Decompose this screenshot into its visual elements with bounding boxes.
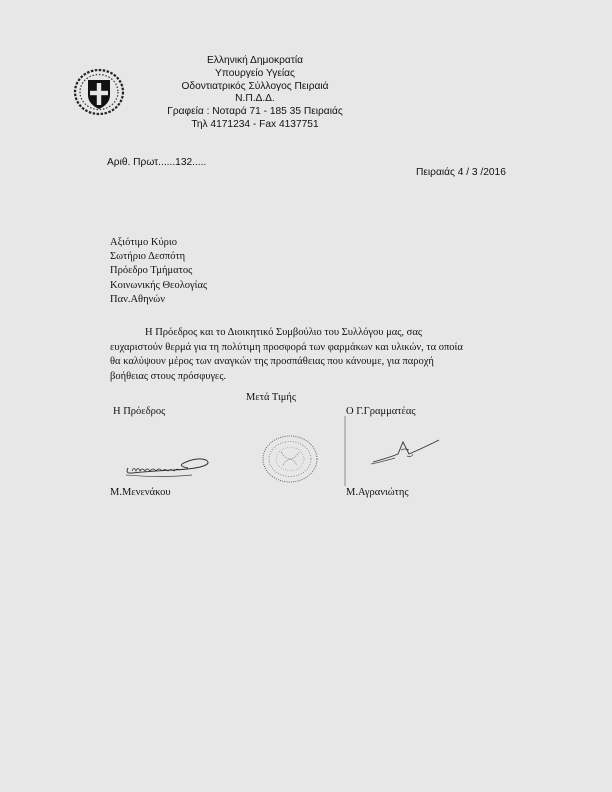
secretary-signature-icon — [343, 414, 443, 486]
address-line: Κοινωνικής Θεολογίας — [110, 279, 208, 291]
body-line: θα καλύψουν μέρος των αναγκών της προσπάθειας που κάνουμε, για παροχή — [110, 356, 434, 368]
body-line: ευχαριστούν θερμά για τη πολύτιμη προσφορά των φαρμάκων και υλικών, τα οποία — [110, 341, 463, 353]
president-name: Μ.Μενενάκου — [110, 487, 171, 498]
address-line: Παν.Αθηνών — [110, 293, 165, 305]
letter-body — [110, 326, 500, 384]
address-line: Σωτήριο Δεσπότη — [110, 251, 186, 263]
association-stamp-icon — [259, 432, 321, 486]
address-line: Αξιότιμο Κύριο — [110, 237, 177, 248]
closing-salutation: Μετά Τιμής — [246, 392, 297, 403]
letterhead-line: Οδοντιατρικός Σύλλογος Πειραιά — [181, 80, 329, 92]
president-signature-icon — [122, 454, 214, 480]
body-line: βοήθειας στους πρόσφυγες. — [110, 370, 227, 382]
letterhead-line: Ν.Π.Δ.Δ. — [235, 93, 275, 105]
letterhead-line: Υπουργείο Υγείας — [215, 67, 295, 79]
secretary-name: Μ.Αγρανιώτης — [346, 487, 409, 498]
letterhead-line: Γραφεία : Νοταρά 71 - 185 35 Πειραιάς — [167, 106, 343, 118]
hellenic-emblem-icon — [73, 68, 125, 116]
letterhead — [150, 55, 360, 132]
letterhead-line: Ελληνική Δημοκρατία — [207, 55, 303, 66]
protocol-number: Αριθ. Πρωτ......132..... — [107, 157, 207, 168]
secretary-role: Ο Γ.Γραμματέας — [346, 406, 416, 417]
address-line: Πρόεδρο Τμήματος — [110, 265, 193, 277]
letterhead-line: Τηλ 4171234 - Fax 4137751 — [191, 118, 319, 130]
letter-date: Πειραιάς 4 / 3 /2016 — [416, 167, 506, 178]
recipient-address — [110, 236, 207, 307]
president-role: Η Πρόεδρος — [113, 406, 166, 417]
body-line: Η Πρόεδρος και το Διοικητικό Συμβούλιο του Συλλόγου μας, σας — [145, 327, 422, 338]
